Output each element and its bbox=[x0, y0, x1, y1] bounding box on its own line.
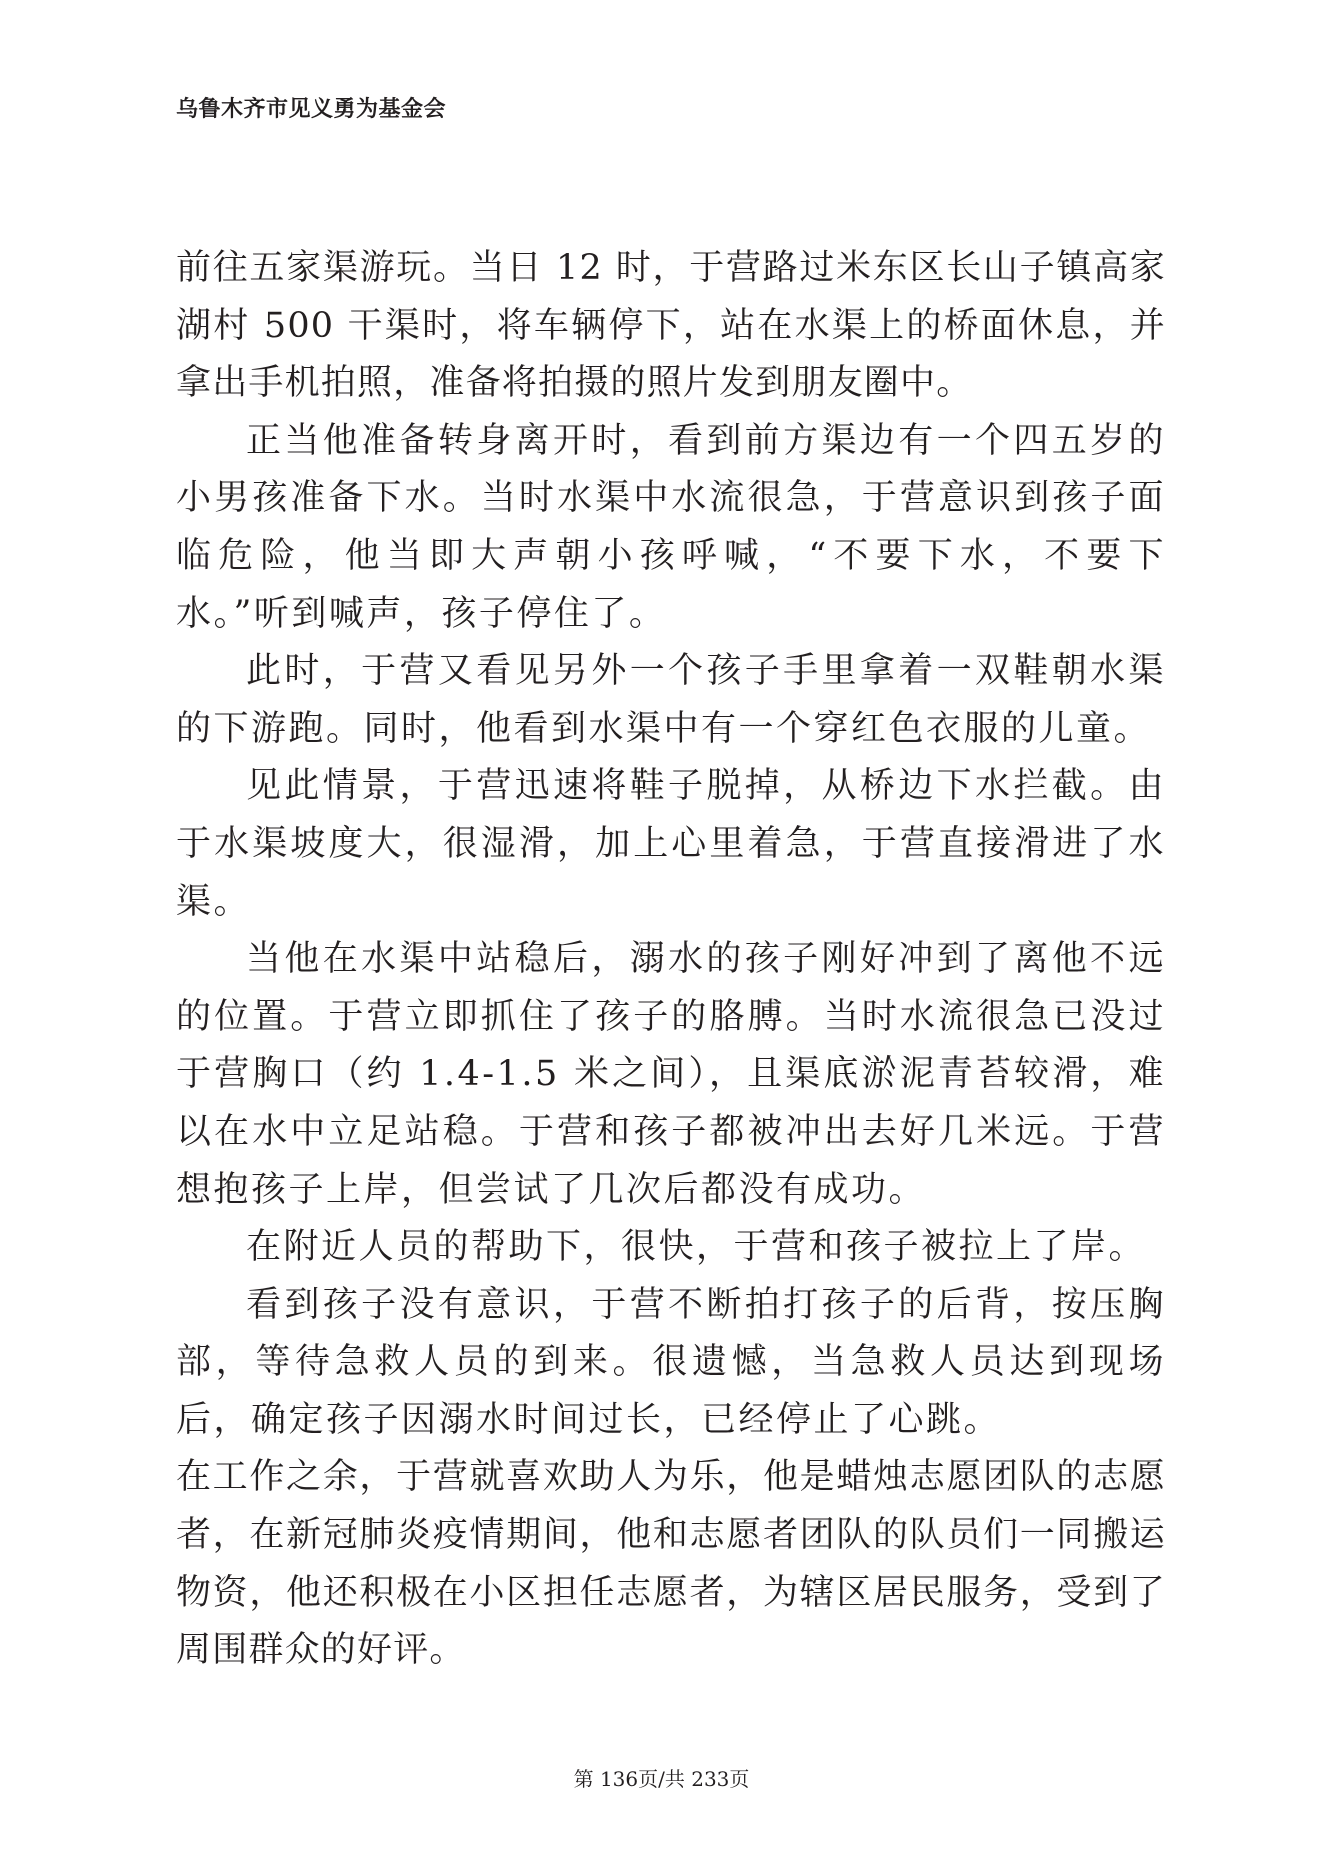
paragraph: 当他在水渠中站稳后，溺水的孩子刚好冲到了离他不远的位置。于营立即抓住了孩子的胳膊。当时水流很急已没过于营胸口（约 1.4-1.5 米之间），且渠底淤泥青苔较滑，难以在水中立足站稳。于营和孩子都被冲出去好几米远。于营想抱孩子上岸，但尝试了几次后都没有成功。 bbox=[176, 939, 1166, 1210]
paragraph: 此时，于营又看见另外一个孩子手里拿着一双鞋朝水渠的下游跑。同时，他看到水渠中有一个穿红色衣服的儿童。 bbox=[176, 651, 1166, 749]
page-number: 第 136页/共 233页 bbox=[573, 1767, 750, 1791]
paragraph: 正当他准备转身离开时，看到前方渠边有一个四五岁的小男孩准备下水。当时水渠中水流很急，于营意识到孩子面临危险，他当即大声朝小孩呼喊，“不要下水，不要下水。”听到喊声，孩子停住了。 bbox=[176, 420, 1166, 634]
paragraph: 看到孩子没有意识，于营不断拍打孩子的后背，按压胸部，等待急救人员的到来。很遗憾，当急救人员达到现场后，确定孩子因溺水时间过长，已经停止了心跳。 bbox=[176, 1284, 1166, 1440]
paragraph: 在工作之余，于营就喜欢助人为乐，他是蜡烛志愿团队的志愿者，在新冠肺炎疫情期间，他和志愿者团队的队员们一同搬运物资，他还积极在小区担任志愿者，为辖区居民服务，受到了周围群众的好评。 bbox=[176, 1457, 1166, 1671]
page-header: 乌鲁木齐市见义勇为基金会 bbox=[176, 96, 447, 122]
paragraph: 前往五家渠游玩。当日 12 时，于营路过米东区长山子镇高家湖村 500 干渠时，将车辆停下，站在水渠上的桥面休息，并拿出手机拍照，准备将拍摄的照片发到朋友圈中。 bbox=[176, 248, 1166, 404]
paragraph: 在附近人员的帮助下，很快，于营和孩子被拉上了岸。 bbox=[246, 1227, 1147, 1268]
paragraph: 见此情景，于营迅速将鞋子脱掉，从桥边下水拦截。由于水渠坡度大，很湿滑，加上心里着急，于营直接滑进了水渠。 bbox=[176, 766, 1166, 922]
article-body bbox=[176, 240, 1166, 1680]
